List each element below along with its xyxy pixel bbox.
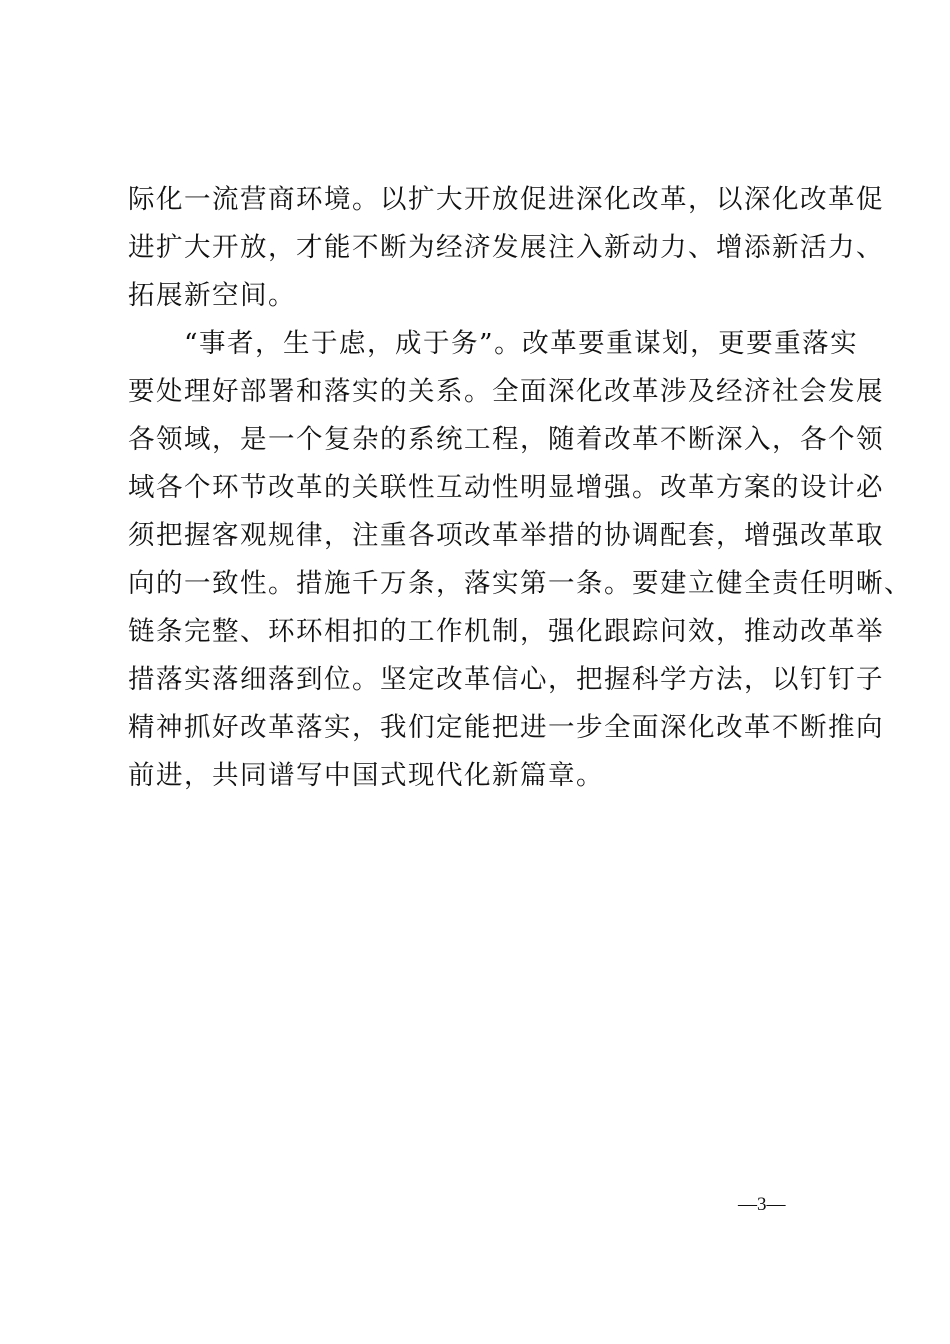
text-line-5: 要处理好部署和落实的关系。全面深化改革涉及经济社会发展 — [128, 376, 884, 407]
text-line-13: 前进，共同谱写中国式现代化新篇章。 — [128, 760, 604, 791]
text-line-8: 须把握客观规律，注重各项改革举措的协调配套，增强改革取 — [128, 520, 884, 551]
text-line-11: 措落实落细落到位。坚定改革信心，把握科学方法，以钉钉子 — [128, 664, 884, 695]
text-line-10: 链条完整、环环相扣的工作机制，强化跟踪问效，推动改革举 — [128, 616, 884, 647]
page-number: —3— — [738, 1194, 786, 1215]
text-line-3: 拓展新空间。 — [128, 280, 296, 311]
text-line-12: 精神抓好改革落实，我们定能把进一步全面深化改革不断推向 — [128, 712, 884, 743]
body-text — [128, 176, 912, 800]
text-line-2: 进扩大开放，才能不断为经济发展注入新动力、增添新活力、 — [128, 232, 884, 263]
text-line-9: 向的一致性。措施千万条，落实第一条。要建立健全责任明晰、 — [128, 568, 912, 599]
text-line-6: 各领域，是一个复杂的系统工程，随着改革不断深入，各个领 — [128, 424, 884, 455]
text-line-7: 域各个环节改革的关联性互动性明显增强。改革方案的设计必 — [128, 472, 884, 503]
text-line-4: “事者，生于虑，成于务”。改革要重谋划，更要重落实 — [128, 328, 859, 359]
text-line-1: 际化一流营商环境。以扩大开放促进深化改革，以深化改革促 — [128, 184, 884, 215]
